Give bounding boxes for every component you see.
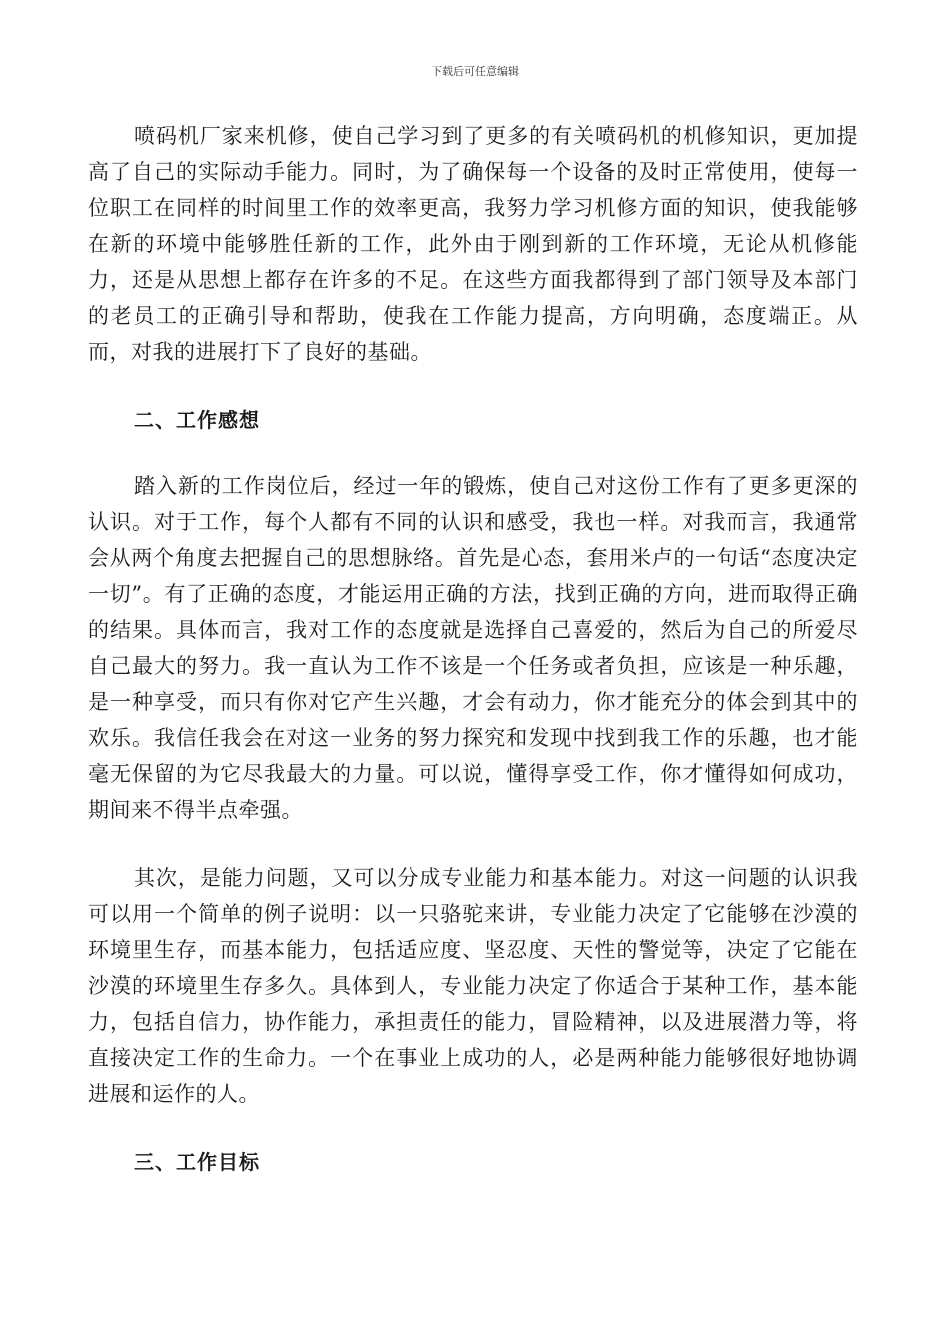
spacer	[88, 438, 858, 468]
spacer	[88, 370, 858, 402]
spacer	[88, 828, 858, 860]
section-heading-work-thoughts: 二、工作感想	[134, 408, 260, 432]
paragraph-ability: 其次，是能力问题，又可以分成专业能力和基本能力。对这一问题的认识我可以用一个简单的例子说明：以一只骆驼来讲，专业能力决定了它能够在沙漠的环境里生存，而基本能力，包括适应度、坚忍度、天性的警觉等，决定了它能在沙漠的环境里生存多久。具体到人，专业能力决定了你适合于某种工作，基本能力，包括自信力，协作能力，承担责任的能力，冒险精神，以及进展潜力等，将直接决定工作的生命力。一个在事业上成功的人，必是两种能力能够很好地协调进展和运作的人。	[88, 866, 858, 1106]
paragraph-machine-repair: 喷码机厂家来机修，使自己学习到了更多的有关喷码机的机修知识，更加提高了自己的实际动手能力。同时，为了确保每一个设备的及时正常使用，使每一位职工在同样的时间里工作的效率更高，我努力学习机修方面的知识，使我能够在新的环境中能够胜任新的工作，此外由于刚到新的工作环境，无论从机修能力，还是从思想上都存在许多的不足。在这些方面我都得到了部门领导及本部门的老员工的正确引导和帮助，使我在工作能力提高，方向明确，态度端正。从而，对我的进展打下了良好的基础。	[88, 124, 858, 364]
section-heading-work-goals: 三、工作目标	[134, 1150, 260, 1174]
document-body	[88, 118, 858, 1180]
paragraph-work-attitude: 踏入新的工作岗位后，经过一年的锻炼，使自己对这份工作有了更多更深的认识。对于工作，每个人都有不同的认识和感受，我也一样。对我而言，我通常会从两个角度去把握自己的思想脉络。首先是心态，套用米卢的一句话“态度决定一切”。有了正确的态度，才能运用正确的方法，找到正确的方向，进而取得正确的结果。具体而言，我对工作的态度就是选择自己喜爱的，然后为自己的所爱尽自己最大的努力。我一直认为工作不该是一个任务或者负担，应该是一种乐趣，是一种享受，而只有你对它产生兴趣，才会有动力，你才能充分的体会到其中的欢乐。我信任我会在对这一业务的努力探究和发现中找到我工作的乐趣，也才能毫无保留的为它尽我最大的力量。可以说，懂得享受工作，你才懂得如何成功，期间来不得半点牵强。	[88, 474, 858, 822]
page-header: 下载后可任意编辑	[431, 65, 519, 78]
spacer	[88, 1112, 858, 1144]
